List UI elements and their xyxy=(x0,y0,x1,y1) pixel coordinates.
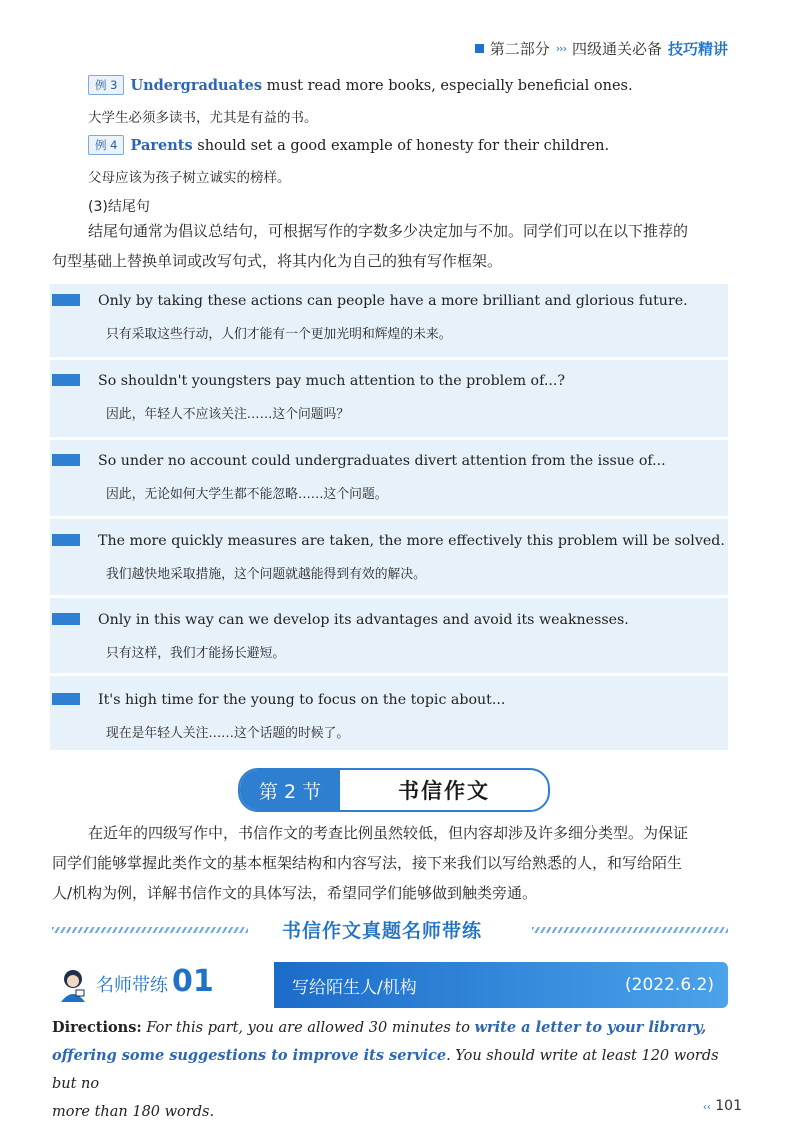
section-paragraph-line1: 在近年的四级写作中，书信作文的考查比例虽然较低，但内容却涉及许多细分类型。为保证 xyxy=(88,824,689,842)
sentence-item xyxy=(50,689,728,749)
directions: Directions: For this part, you are allowed 30 minutes to write a letter to your library, offering some suggestions to improve its service. You should write at least 120 words but no more than 180 words. xyxy=(52,1019,719,1120)
example-sentence: Parents should set a good example of honesty for their children. xyxy=(130,136,610,154)
sentence-en: So shouldn't youngsters pay much attention to the problem of...? xyxy=(98,373,565,389)
example-4 xyxy=(88,135,609,155)
sentence-en: So under no account could undergraduates divert attention from the issue of... xyxy=(98,453,666,469)
hatch-right xyxy=(532,927,728,933)
teacher-avatar-icon xyxy=(58,968,88,1002)
sentence-zh: 只有这样，我们才能扬长避短。 xyxy=(106,646,286,661)
section-paragraph-line2: 同学们能够掌握此类作文的基本框架结构和内容写法，接下来我们以写给熟悉的人，和写给陌生 xyxy=(52,854,683,872)
example-sentence: Undergraduates must read more books, especially beneficial ones. xyxy=(130,76,633,94)
blue-marker-icon xyxy=(52,374,80,386)
sentence-item xyxy=(50,530,728,590)
practice-label: 名师带练 01 xyxy=(96,964,214,999)
sentence-zh: 我们越快地采取措施，这个问题就越能得到有效的解决。 xyxy=(106,567,426,582)
section-number: 第 2 节 xyxy=(240,770,340,810)
example-3 xyxy=(88,75,633,95)
divider xyxy=(50,437,728,440)
banner-title: 书信作文真题名师带练 xyxy=(282,920,483,942)
blue-marker-icon xyxy=(52,534,80,546)
section-title: 书信作文 xyxy=(398,779,490,803)
example-tag: 例 4 xyxy=(88,135,124,155)
page-number: ‹‹ 101 xyxy=(702,1098,742,1114)
example-4-translation: 父母应该为孩子树立诚实的榜样。 xyxy=(88,170,291,186)
hatch-left xyxy=(52,927,248,933)
sentence-en: Only in this way can we develop its advantages and avoid its weaknesses. xyxy=(98,612,629,628)
subheading: (3)结尾句 xyxy=(88,199,150,215)
practice-bar xyxy=(50,962,728,1008)
divider xyxy=(50,673,728,676)
blue-marker-icon xyxy=(52,613,80,625)
divider xyxy=(50,357,728,360)
practice-number: 01 xyxy=(172,964,214,999)
sentence-zh: 现在是年轻人关注……这个话题的时候了。 xyxy=(106,726,350,741)
intro-paragraph: 结尾句通常为倡议总结句，可根据写作的字数多少决定加与不加。同学们可以在以下推荐的 xyxy=(88,222,689,240)
chevrons-icon: ‹‹ xyxy=(702,1102,711,1113)
example-3-translation: 大学生必须多读书，尤其是有益的书。 xyxy=(88,110,318,126)
chevrons-icon: ››› xyxy=(555,42,566,55)
sentence-item xyxy=(50,290,728,350)
sentence-item xyxy=(50,450,728,510)
divider xyxy=(50,595,728,598)
divider xyxy=(50,516,728,519)
sentence-en: It's high time for the young to focus on the topic about... xyxy=(98,692,506,708)
square-bullet-icon xyxy=(475,44,484,53)
sentence-item xyxy=(50,609,728,669)
sentence-zh: 因此，年轻人不应该关注……这个问题吗？ xyxy=(106,407,350,422)
intro-paragraph-cont: 句型基础上替换单词或改写句式，将其内化为自己的独有写作框架。 xyxy=(52,252,503,270)
blue-marker-icon xyxy=(52,294,80,306)
header-part: 第二部分 xyxy=(489,40,550,58)
section-paragraph-line3: 人/机构为例，详解书信作文的具体写法，希望同学们能够做到触类旁通。 xyxy=(52,884,538,902)
running-header xyxy=(475,38,728,59)
practice-topic: 写给陌生人/机构 xyxy=(292,977,417,998)
section-heading xyxy=(238,768,550,812)
blue-marker-icon xyxy=(52,454,80,466)
sentence-zh: 因此，无论如何大学生都不能忽略……这个问题。 xyxy=(106,487,388,502)
practice-date: (2022.6.2) xyxy=(625,975,714,995)
blue-marker-icon xyxy=(52,693,80,705)
sentence-zh: 只有采取这些行动，人们才能有一个更加光明和辉煌的未来。 xyxy=(106,327,452,342)
example-tag: 例 3 xyxy=(88,75,124,95)
header-book: 四级通关必备 xyxy=(571,40,662,58)
sentence-en: Only by taking these actions can people have a more brilliant and glorious future. xyxy=(98,293,688,309)
header-highlight: 技巧精讲 xyxy=(667,40,728,58)
sentence-item xyxy=(50,370,728,430)
sentence-en: The more quickly measures are taken, the more effectively this problem will be solved. xyxy=(98,533,725,549)
